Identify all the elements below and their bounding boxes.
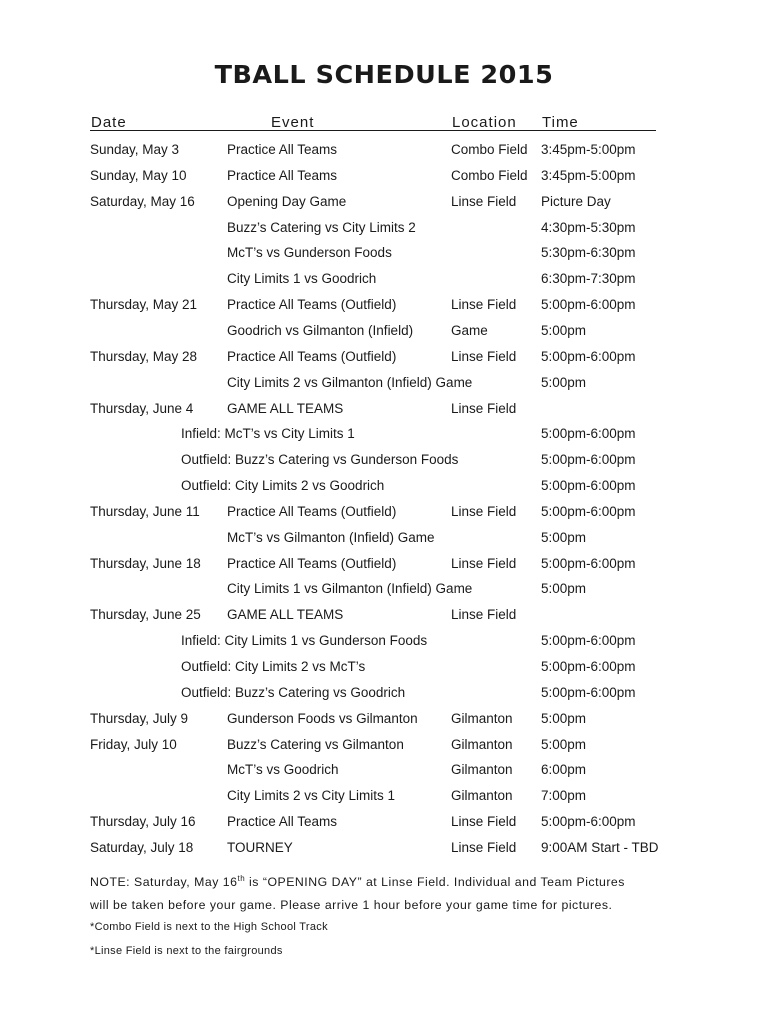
row-event: Buzz’s Catering vs City Limits 2 bbox=[227, 220, 416, 235]
row-event: Practice All Teams (Outfield) bbox=[227, 349, 397, 364]
row-time: 5:00pm bbox=[541, 530, 587, 545]
row-time: 5:00pm-6:00pm bbox=[541, 504, 636, 519]
header-event: Event bbox=[271, 114, 315, 131]
row-time: 9:00AM Start - TBD bbox=[541, 840, 659, 855]
note-text-a: NOTE: Saturday, May 16 bbox=[90, 875, 238, 889]
row-location: Game bbox=[451, 323, 488, 338]
row-time: 5:00pm-6:00pm bbox=[541, 685, 636, 700]
row-event: Practice All Teams (Outfield) bbox=[227, 504, 397, 519]
row-time: 4:30pm-5:30pm bbox=[541, 220, 636, 235]
row-time: 3:45pm-5:00pm bbox=[541, 142, 636, 157]
row-event: Practice All Teams (Outfield) bbox=[227, 556, 397, 571]
row-event: Practice All Teams (Outfield) bbox=[227, 297, 397, 312]
row-time: 5:00pm-6:00pm bbox=[541, 349, 636, 364]
row-event: McT’s vs Gilmanton (Infield) Game bbox=[227, 530, 435, 545]
row-location: Gilmanton bbox=[451, 711, 513, 726]
row-location: Linse Field bbox=[451, 297, 517, 312]
row-location: Linse Field bbox=[451, 814, 517, 829]
row-location: Gilmanton bbox=[451, 737, 513, 752]
row-time: 5:00pm bbox=[541, 375, 587, 390]
row-time: 5:30pm-6:30pm bbox=[541, 245, 636, 260]
row-time: 6:30pm-7:30pm bbox=[541, 271, 636, 286]
row-date: Saturday, May 16 bbox=[90, 194, 195, 209]
row-location: Gilmanton bbox=[451, 762, 513, 777]
row-event: City Limits 2 vs City Limits 1 bbox=[227, 788, 396, 803]
row-location: Combo Field bbox=[451, 142, 528, 157]
row-date: Thursday, June 25 bbox=[90, 607, 201, 622]
row-event: TOURNEY bbox=[227, 840, 293, 855]
row-time: 5:00pm-6:00pm bbox=[541, 452, 636, 467]
row-time: 5:00pm-6:00pm bbox=[541, 814, 636, 829]
row-location: Linse Field bbox=[451, 401, 517, 416]
row-date: Sunday, May 3 bbox=[90, 142, 180, 157]
header-date: Date bbox=[91, 114, 127, 131]
row-time: 5:00pm-6:00pm bbox=[541, 297, 636, 312]
row-event: McT’s vs Gunderson Foods bbox=[227, 245, 392, 260]
row-time: 5:00pm bbox=[541, 737, 587, 752]
row-location: Linse Field bbox=[451, 504, 517, 519]
row-date: Thursday, May 28 bbox=[90, 349, 198, 364]
row-date: Sunday, May 10 bbox=[90, 168, 187, 183]
note-pictures: will be taken before your game. Please arrive 1 hour before your game time for pictures. bbox=[90, 898, 613, 912]
row-time: 5:00pm-6:00pm bbox=[541, 478, 636, 493]
row-time: 7:00pm bbox=[541, 788, 587, 803]
row-subevent: Infield: McT’s vs City Limits 1 bbox=[181, 426, 355, 441]
row-date: Thursday, May 21 bbox=[90, 297, 198, 312]
header-time: Time bbox=[542, 114, 579, 131]
note-opening-day bbox=[90, 873, 625, 889]
row-date: Thursday, June 18 bbox=[90, 556, 201, 571]
row-event: City Limits 1 vs Gilmanton (Infield) Game bbox=[227, 581, 473, 596]
page-title: TBALL SCHEDULE 2015 bbox=[214, 60, 554, 89]
row-time: 5:00pm-6:00pm bbox=[541, 659, 636, 674]
row-subevent: Outfield: Buzz’s Catering vs Gunderson Foods bbox=[181, 452, 459, 467]
row-event: Opening Day Game bbox=[227, 194, 347, 209]
row-event: Goodrich vs Gilmanton (Infield) bbox=[227, 323, 414, 338]
row-event: Practice All Teams bbox=[227, 814, 338, 829]
row-event: City Limits 2 vs Gilmanton (Infield) Game bbox=[227, 375, 473, 390]
row-time: 5:00pm bbox=[541, 323, 587, 338]
row-date: Thursday, June 4 bbox=[90, 401, 194, 416]
row-subevent: Infield: City Limits 1 vs Gunderson Foods bbox=[181, 633, 428, 648]
row-location: Combo Field bbox=[451, 168, 528, 183]
row-time: 3:45pm-5:00pm bbox=[541, 168, 636, 183]
note-combo-field: *Combo Field is next to the High School Track bbox=[90, 921, 328, 933]
header-underline bbox=[90, 130, 656, 131]
row-location: Linse Field bbox=[451, 556, 517, 571]
row-time: 5:00pm bbox=[541, 581, 587, 596]
row-time: 6:00pm bbox=[541, 762, 587, 777]
row-event: Practice All Teams bbox=[227, 142, 338, 157]
row-time: 5:00pm-6:00pm bbox=[541, 426, 636, 441]
row-date: Thursday, July 9 bbox=[90, 711, 189, 726]
row-date: Thursday, June 11 bbox=[90, 504, 200, 519]
row-event: Practice All Teams bbox=[227, 168, 338, 183]
row-date: Thursday, July 16 bbox=[90, 814, 196, 829]
row-event: City Limits 1 vs Goodrich bbox=[227, 271, 377, 286]
row-subevent: Outfield: City Limits 2 vs McT’s bbox=[181, 659, 366, 674]
row-event: McT’s vs Goodrich bbox=[227, 762, 339, 777]
note-sup: th bbox=[237, 873, 246, 883]
row-event: Gunderson Foods vs Gilmanton bbox=[227, 711, 418, 726]
row-time: 5:00pm bbox=[541, 711, 587, 726]
header-location: Location bbox=[452, 114, 517, 131]
row-subevent: Outfield: Buzz’s Catering vs Goodrich bbox=[181, 685, 406, 700]
row-event: Buzz’s Catering vs Gilmanton bbox=[227, 737, 404, 752]
row-location: Linse Field bbox=[451, 840, 517, 855]
note-linse-field: *Linse Field is next to the fairgrounds bbox=[90, 945, 283, 957]
row-location: Linse Field bbox=[451, 607, 517, 622]
row-subevent: Outfield: City Limits 2 vs Goodrich bbox=[181, 478, 385, 493]
row-location: Linse Field bbox=[451, 194, 517, 209]
row-location: Linse Field bbox=[451, 349, 517, 364]
row-time: Picture Day bbox=[541, 194, 611, 209]
note-text-b: is “OPENING DAY” at Linse Field. Individual and Team Pictures bbox=[245, 875, 625, 889]
row-event: GAME ALL TEAMS bbox=[227, 401, 344, 416]
row-time: 5:00pm-6:00pm bbox=[541, 556, 636, 571]
row-location: Gilmanton bbox=[451, 788, 513, 803]
row-date: Friday, July 10 bbox=[90, 737, 177, 752]
row-event: GAME ALL TEAMS bbox=[227, 607, 344, 622]
row-date: Saturday, July 18 bbox=[90, 840, 194, 855]
row-time: 5:00pm-6:00pm bbox=[541, 633, 636, 648]
